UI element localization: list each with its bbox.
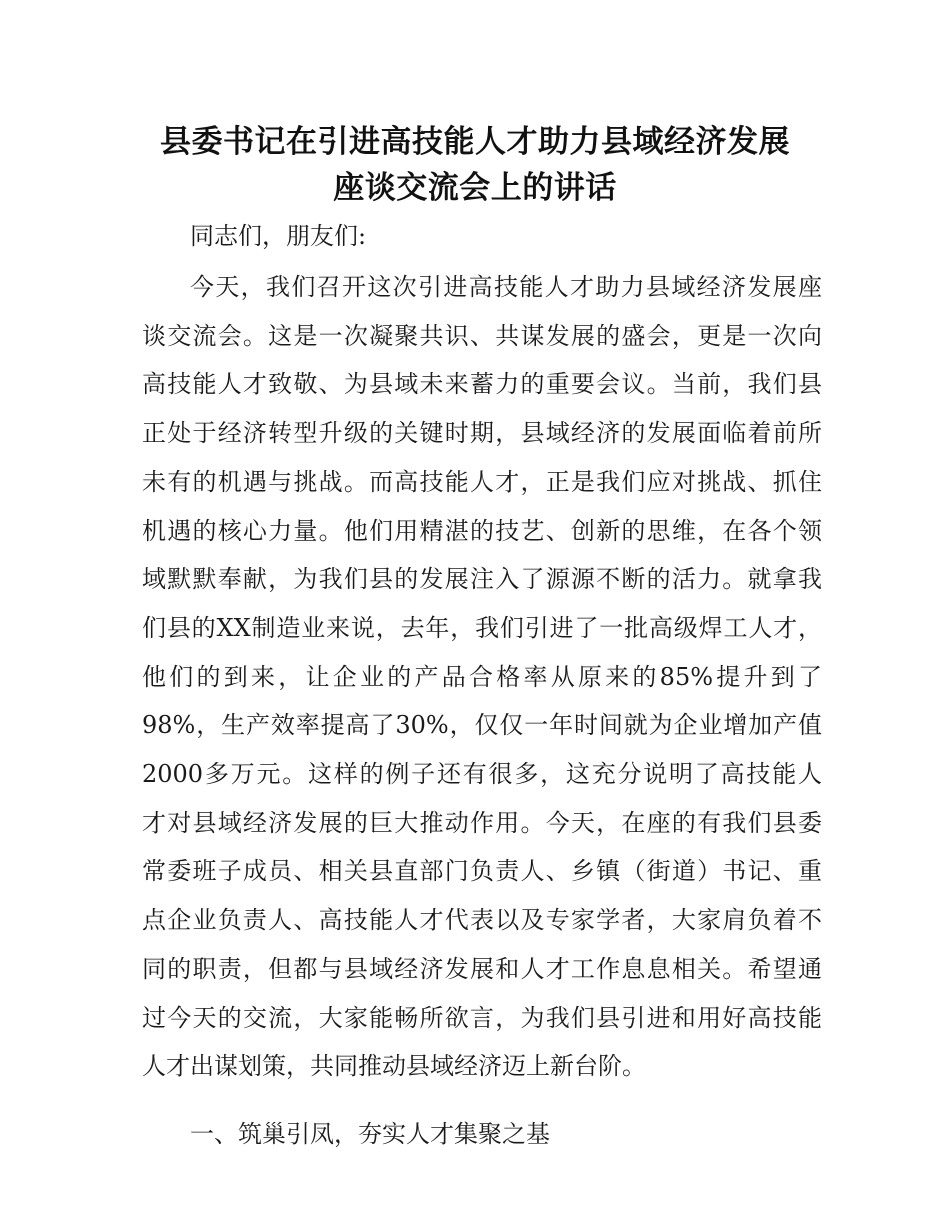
paragraph-line: 过今天的交流，大家能畅所欲言，为我们县引进和用好高技能 [142, 1004, 822, 1032]
paragraph-line: 同的职责，但都与县域经济发展和人才工作息息相关。希望通 [142, 955, 822, 983]
paragraph-line: 他们的到来，让企业的产品合格率从原来的85%提升到了 [142, 663, 822, 691]
paragraph-line: 今天，我们召开这次引进高技能人才助力县域经济发展座 [190, 273, 822, 301]
paragraph-line: 2000多万元。这样的例子还有很多，这充分说明了高技能人 [142, 760, 822, 788]
paragraph-line: 点企业负责人、高技能人才代表以及专家学者，大家肩负着不 [142, 906, 822, 934]
paragraph-line: 谈交流会。这是一次凝聚共识、共谋发展的盛会，更是一次向 [142, 322, 822, 350]
paragraph-line: 常委班子成员、相关县直部门负责人、乡镇（街道）书记、重 [142, 857, 822, 885]
paragraph-line: 正处于经济转型升级的关键时期，县域经济的发展面临着前所 [142, 419, 822, 447]
paragraph-line: 才对县域经济发展的巨大推动作用。今天，在座的有我们县委 [142, 809, 822, 837]
section-heading: 一、筑巢引凤，夯实人才集聚之基 [190, 1120, 550, 1148]
paragraph-line: 高技能人才致敬、为县域未来蓄力的重要会议。当前，我们县 [142, 370, 822, 398]
paragraph-line-last: 人才出谋划策，共同推动县域经济迈上新台阶。 [142, 1052, 646, 1080]
paragraph-line: 域默默奉献，为我们县的发展注入了源源不断的活力。就拿我 [142, 565, 822, 593]
paragraph-line: 们县的XX制造业来说，去年，我们引进了一批高级焊工人才， [142, 614, 822, 642]
document-title-line-1: 县委书记在引进高技能人才助力县域经济发展 [160, 124, 790, 160]
paragraph-line: 98%，生产效率提高了30%，仅仅一年时间就为企业增加产值 [142, 711, 822, 739]
document-title-line-2: 座谈交流会上的讲话 [333, 170, 617, 206]
salutation: 同志们，朋友们: [190, 222, 367, 250]
paragraph-line: 未有的机遇与挑战。而高技能人才，正是我们应对挑战、抓住 [142, 468, 822, 496]
paragraph-line: 机遇的核心力量。他们用精湛的技艺、创新的思维，在各个领 [142, 517, 822, 545]
